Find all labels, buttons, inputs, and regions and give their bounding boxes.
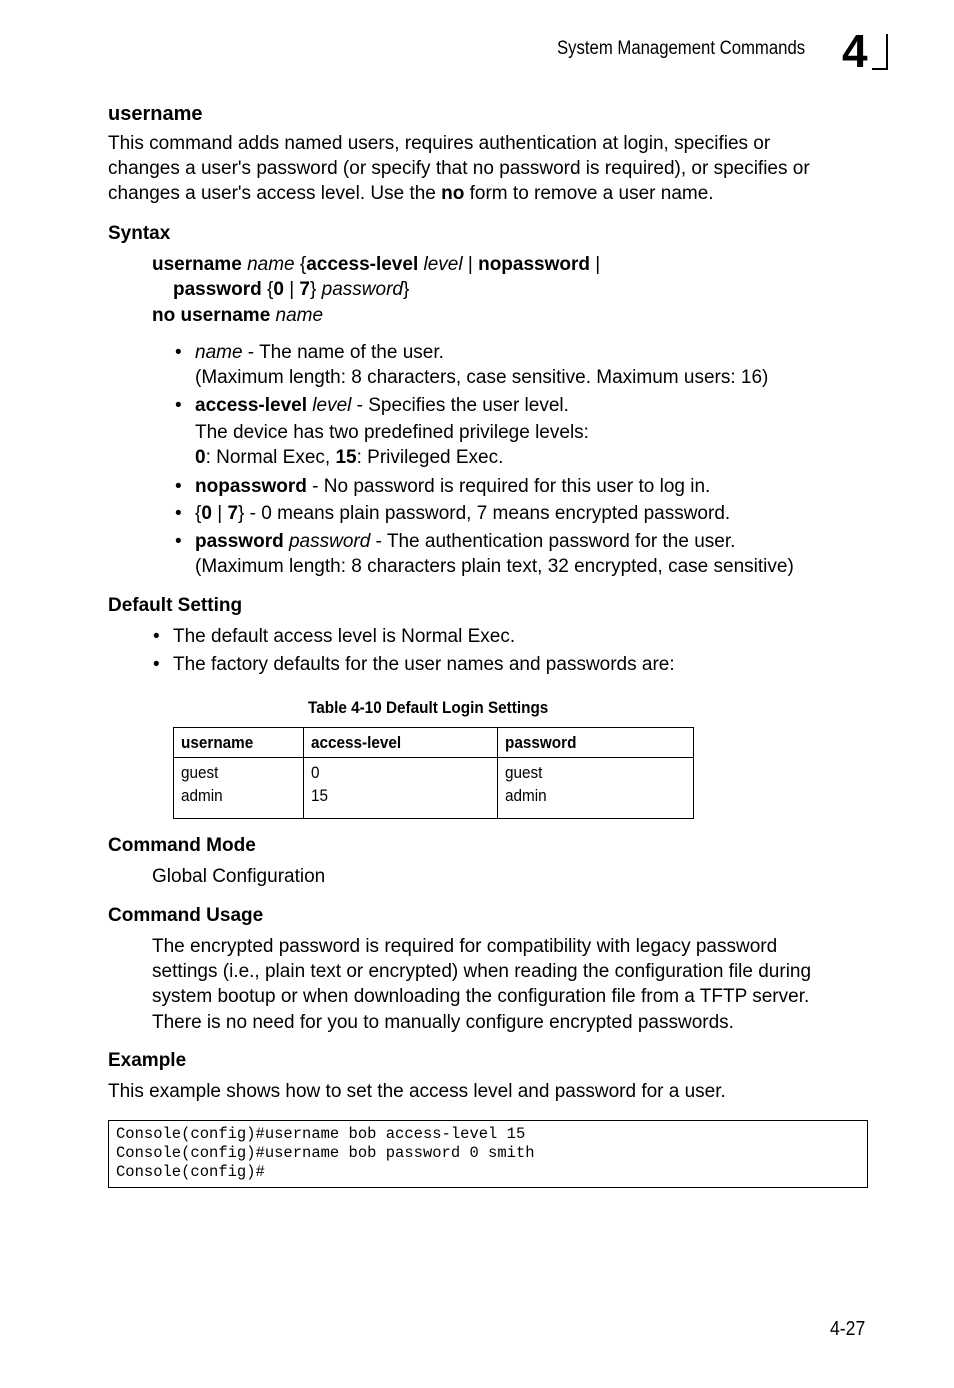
table-cell: guest admin — [174, 758, 304, 819]
table-row — [174, 758, 694, 819]
syntax-heading: Syntax — [108, 223, 171, 244]
syntax-line-2: password {0 | 7} password} — [173, 279, 410, 300]
command-usage-line-4: There is no need for you to manually configure encrypted passwords. — [152, 1012, 734, 1033]
code-line: Console(config)#username bob password 0 smith — [116, 1144, 535, 1162]
command-usage-line-1: The encrypted password is required for compatibility with legacy password — [152, 936, 778, 957]
chapter-number: 4 — [842, 25, 868, 77]
running-header-title: System Management Commands — [557, 38, 806, 59]
code-line: Console(config)# — [116, 1163, 265, 1181]
command-mode-heading: Command Mode — [108, 835, 256, 856]
bullet-dot: • — [175, 531, 182, 552]
code-line: Console(config)#username bob access-level 15 — [116, 1125, 526, 1143]
command-usage-line-3: system bootup or when downloading the configuration file from a TFTP server. — [152, 986, 810, 1007]
bullet-dot: • — [175, 395, 182, 416]
command-mode-text: Global Configuration — [152, 866, 326, 887]
command-title: username — [108, 103, 203, 125]
table-cell: guest admin — [498, 758, 694, 819]
param-encryption-option: • {0 | 7} - 0 means plain password, 7 means encrypted password. — [175, 503, 731, 524]
param-password: • password password - The authentication password for the user. (Maximum length: 8 characters plain text, 32 encrypted, case sensitive) — [175, 531, 794, 577]
column-header-password: password — [498, 728, 694, 758]
param-nopassword: • nopassword - No password is required for this user to log in. — [175, 476, 711, 497]
description-line-1: This command adds named users, requires authentication at login, specifies or — [108, 133, 771, 154]
description-line-2: changes a user's password (or specify that no password is required), or specifies or — [108, 158, 810, 179]
bullet-dot: • — [175, 503, 182, 524]
param-access-level-detail: The device has two predefined privilege levels: 0: Normal Exec, 15: Privileged Exec. — [195, 422, 589, 468]
chapter-marker-bar — [886, 34, 888, 70]
default-item: • The default access level is Normal Exec. — [153, 626, 516, 647]
column-header-username: username — [174, 728, 304, 758]
default-setting-heading: Default Setting — [108, 595, 243, 616]
example-heading: Example — [108, 1050, 187, 1071]
bullet-dot: • — [175, 476, 182, 497]
chapter-marker-underline — [872, 68, 888, 70]
param-access-level: • access-level level - Specifies the user level. — [175, 395, 569, 416]
syntax-line-3: no username name — [152, 305, 324, 326]
column-header-access-level: access-level — [303, 728, 498, 758]
page-number: 4-27 — [830, 1318, 866, 1340]
param-name: • name - The name of the user. (Maximum length: 8 characters, case sensitive. Maximum users: 16) — [175, 342, 769, 388]
table-caption: Table 4-10 Default Login Settings — [308, 698, 549, 717]
default-item: • The factory defaults for the user names and passwords are: — [153, 654, 675, 675]
command-usage-heading: Command Usage — [108, 905, 264, 926]
description-line-3: changes a user's access level. Use the no form to remove a user name. — [108, 183, 714, 204]
bullet-dot: • — [153, 626, 160, 647]
command-usage-line-2: settings (i.e., plain text or encrypted) when reading the configuration file during — [152, 961, 812, 982]
syntax-line-1: username name {access-level level | nopassword | — [152, 254, 601, 275]
default-login-table — [173, 727, 694, 819]
example-text: This example shows how to set the access level and password for a user. — [108, 1081, 726, 1102]
bullet-dot: • — [153, 654, 160, 675]
bullet-dot: • — [175, 342, 182, 363]
code-example-box — [108, 1120, 868, 1188]
table-cell: 0 15 — [303, 758, 498, 819]
table-header-row — [174, 728, 694, 758]
